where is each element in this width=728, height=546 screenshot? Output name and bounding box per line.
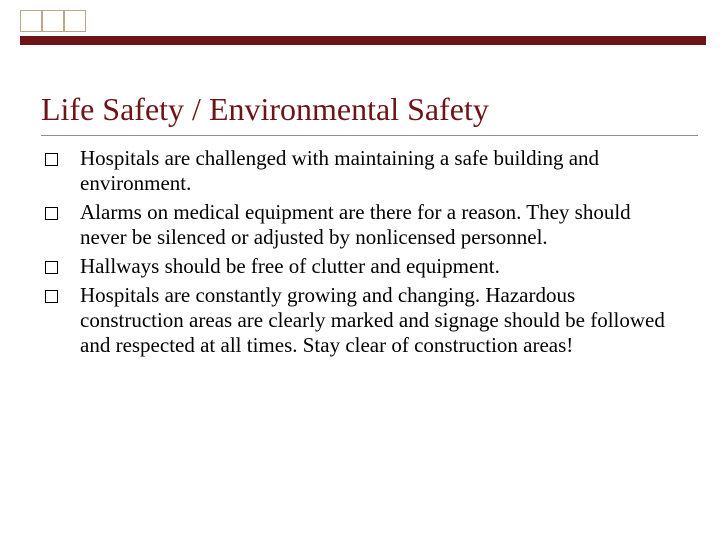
header-decoration <box>20 10 706 40</box>
bullet-text: Hospitals are challenged with maintaining a safe building and environment. <box>80 146 600 195</box>
bullet-item <box>41 200 681 250</box>
bullet-text: Hospitals are constantly growing and changing. Hazardous construction areas are clearly marked and signage should be followed and respected at all times. Stay clear of construction areas! <box>80 283 665 357</box>
decorative-square-2 <box>42 10 64 32</box>
decorative-square-1 <box>20 10 42 32</box>
header-strip <box>20 36 706 45</box>
slide-title: Life Safety / Environmental Safety <box>41 91 489 127</box>
bullet-list <box>41 146 681 362</box>
bullet-item <box>41 283 681 358</box>
bullet-item <box>41 146 681 196</box>
bullet-text: Hallways should be free of clutter and equipment. <box>80 254 500 278</box>
title-divider <box>41 135 698 136</box>
hollow-square-bullet-icon <box>45 290 58 303</box>
hollow-square-bullet-icon <box>45 261 58 274</box>
bullet-item <box>41 254 681 279</box>
hollow-square-bullet-icon <box>45 207 58 220</box>
decorative-squares <box>20 10 86 36</box>
bullet-text: Alarms on medical equipment are there for a reason. They should never be silenced or adjusted by nonlicensed personnel. <box>80 200 631 249</box>
decorative-square-3 <box>64 10 86 32</box>
hollow-square-bullet-icon <box>45 153 58 166</box>
